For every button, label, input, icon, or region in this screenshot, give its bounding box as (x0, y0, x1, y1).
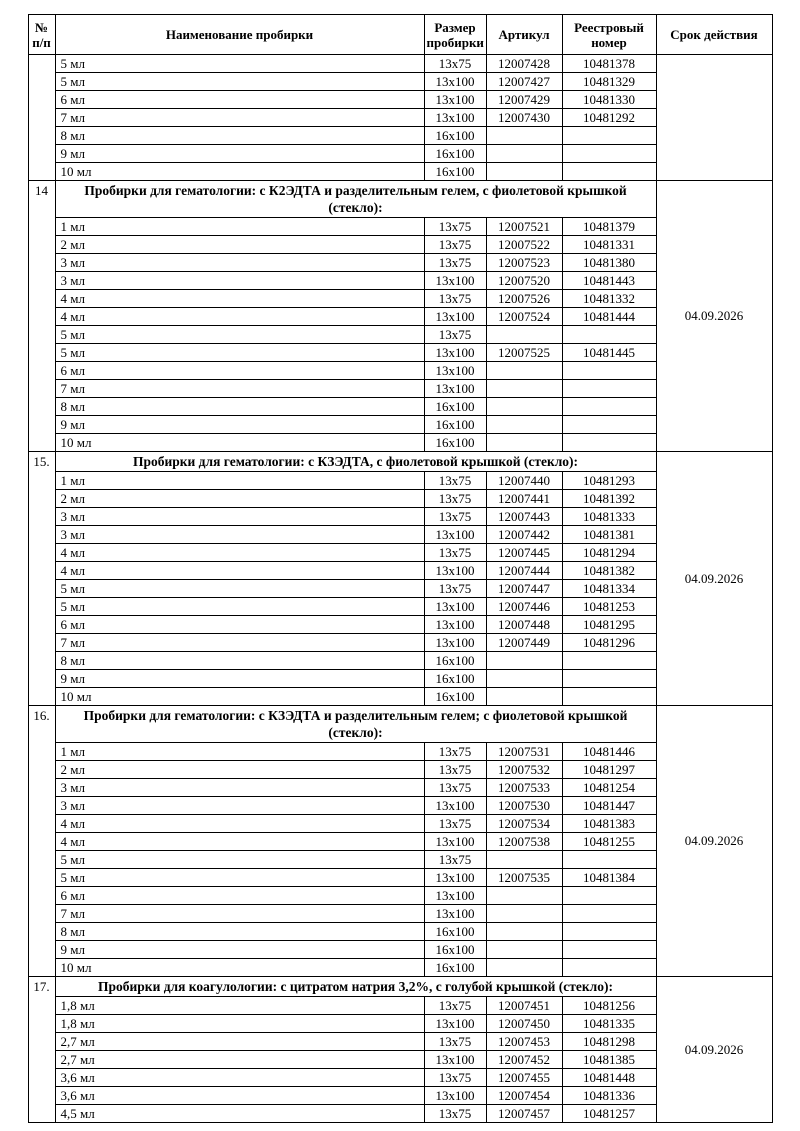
registry-number-cell (562, 416, 656, 434)
article-cell: 12007428 (486, 55, 562, 73)
registry-number-cell: 10481254 (562, 779, 656, 797)
registry-number-cell: 10481381 (562, 526, 656, 544)
article-cell: 12007442 (486, 526, 562, 544)
section-title: Пробирки для гематологии: с К2ЭДТА и разделительным гелем, с фиолетовой крышкой (стекло): (55, 181, 656, 218)
tube-size-cell: 13x75 (424, 1033, 486, 1051)
tube-size-cell: 13x75 (424, 761, 486, 779)
tube-name-cell: 6 мл (55, 362, 424, 380)
tube-name-cell: 4 мл (55, 815, 424, 833)
tube-name-cell: 3 мл (55, 779, 424, 797)
tube-size-cell: 13x75 (424, 580, 486, 598)
registry-number-cell: 10481255 (562, 833, 656, 851)
tube-size-cell: 16x100 (424, 127, 486, 145)
tube-name-cell: 10 мл (55, 434, 424, 452)
tube-size-cell: 13x75 (424, 997, 486, 1015)
tube-size-cell: 16x100 (424, 670, 486, 688)
tube-size-cell: 13x75 (424, 743, 486, 761)
tube-name-cell: 2 мл (55, 761, 424, 779)
column-header-registry: Реестровый номер (562, 15, 656, 55)
article-cell: 12007531 (486, 743, 562, 761)
section-number-cell (28, 55, 55, 181)
tube-size-cell: 13x100 (424, 272, 486, 290)
section-header-row (28, 977, 772, 997)
validity-cell: 04.09.2026 (656, 977, 772, 1123)
tube-size-cell: 13x100 (424, 616, 486, 634)
tube-name-cell: 2 мл (55, 490, 424, 508)
registry-number-cell (562, 688, 656, 706)
tube-name-cell: 5 мл (55, 869, 424, 887)
article-cell: 12007457 (486, 1105, 562, 1123)
registry-number-cell: 10481448 (562, 1069, 656, 1087)
tube-name-cell: 5 мл (55, 344, 424, 362)
article-cell (486, 670, 562, 688)
article-cell: 12007449 (486, 634, 562, 652)
registry-number-cell: 10481444 (562, 308, 656, 326)
article-cell: 12007526 (486, 290, 562, 308)
tube-name-cell: 10 мл (55, 688, 424, 706)
article-cell: 12007532 (486, 761, 562, 779)
tube-size-cell: 16x100 (424, 959, 486, 977)
tube-size-cell: 13x75 (424, 472, 486, 490)
tube-name-cell: 4,5 мл (55, 1105, 424, 1123)
article-cell: 12007524 (486, 308, 562, 326)
article-cell: 12007454 (486, 1087, 562, 1105)
tube-size-cell: 13x75 (424, 544, 486, 562)
article-cell: 12007455 (486, 1069, 562, 1087)
tube-name-cell: 9 мл (55, 941, 424, 959)
article-cell: 12007451 (486, 997, 562, 1015)
tube-size-cell: 16x100 (424, 434, 486, 452)
registry-number-cell: 10481334 (562, 580, 656, 598)
tube-size-cell: 13x100 (424, 380, 486, 398)
tube-name-cell: 2,7 мл (55, 1051, 424, 1069)
registry-number-cell: 10481329 (562, 73, 656, 91)
tube-size-cell: 13x75 (424, 508, 486, 526)
section-title: Пробирки для коагулологии: с цитратом натрия 3,2%, с голубой крышкой (стекло): (55, 977, 656, 997)
registry-number-cell: 10481380 (562, 254, 656, 272)
registry-number-cell: 10481257 (562, 1105, 656, 1123)
tube-name-cell: 9 мл (55, 145, 424, 163)
tube-size-cell: 13x75 (424, 1069, 486, 1087)
article-cell (486, 416, 562, 434)
registry-number-cell: 10481332 (562, 290, 656, 308)
article-cell: 12007538 (486, 833, 562, 851)
column-header-num: № п/п (28, 15, 55, 55)
article-cell (486, 380, 562, 398)
tube-size-cell: 13x100 (424, 526, 486, 544)
tubes-table (28, 14, 773, 1123)
tube-name-cell: 6 мл (55, 616, 424, 634)
registry-number-cell: 10481445 (562, 344, 656, 362)
tube-size-cell: 13x75 (424, 254, 486, 272)
tube-size-cell: 13x75 (424, 218, 486, 236)
tube-name-cell: 2 мл (55, 236, 424, 254)
tube-name-cell: 6 мл (55, 91, 424, 109)
registry-number-cell: 10481383 (562, 815, 656, 833)
article-cell: 12007446 (486, 598, 562, 616)
tube-size-cell: 13x100 (424, 634, 486, 652)
tube-name-cell: 4 мл (55, 562, 424, 580)
article-cell: 12007430 (486, 109, 562, 127)
tube-size-cell: 16x100 (424, 923, 486, 941)
tube-name-cell: 4 мл (55, 544, 424, 562)
tube-size-cell: 13x100 (424, 1015, 486, 1033)
tube-name-cell: 4 мл (55, 833, 424, 851)
registry-number-cell (562, 163, 656, 181)
tube-size-cell: 13x75 (424, 326, 486, 344)
article-cell: 12007535 (486, 869, 562, 887)
article-cell: 12007520 (486, 272, 562, 290)
tube-size-cell: 13x100 (424, 91, 486, 109)
table-body (28, 55, 772, 1123)
tube-name-cell: 2,7 мл (55, 1033, 424, 1051)
registry-number-cell: 10481384 (562, 869, 656, 887)
registry-number-cell (562, 923, 656, 941)
registry-number-cell (562, 362, 656, 380)
article-cell (486, 851, 562, 869)
registry-number-cell: 10481379 (562, 218, 656, 236)
registry-number-cell: 10481392 (562, 490, 656, 508)
article-cell: 12007533 (486, 779, 562, 797)
tube-name-cell: 5 мл (55, 851, 424, 869)
article-cell: 12007452 (486, 1051, 562, 1069)
article-cell (486, 905, 562, 923)
tube-name-cell: 3 мл (55, 508, 424, 526)
article-cell: 12007440 (486, 472, 562, 490)
tube-size-cell: 16x100 (424, 941, 486, 959)
registry-number-cell: 10481331 (562, 236, 656, 254)
header-row (28, 15, 772, 55)
tube-size-cell: 16x100 (424, 145, 486, 163)
tube-size-cell: 13x100 (424, 833, 486, 851)
tube-name-cell: 9 мл (55, 670, 424, 688)
tube-name-cell: 5 мл (55, 326, 424, 344)
tube-size-cell: 13x75 (424, 490, 486, 508)
validity-cell: 04.09.2026 (656, 452, 772, 706)
table-row (28, 55, 772, 73)
tube-size-cell: 13x100 (424, 887, 486, 905)
tube-name-cell: 7 мл (55, 380, 424, 398)
tube-name-cell: 8 мл (55, 398, 424, 416)
tube-size-cell: 13x75 (424, 779, 486, 797)
tube-name-cell: 7 мл (55, 905, 424, 923)
tube-size-cell: 13x100 (424, 1051, 486, 1069)
article-cell: 12007453 (486, 1033, 562, 1051)
column-header-size: Размер пробирки (424, 15, 486, 55)
tube-size-cell: 13x75 (424, 1105, 486, 1123)
article-cell: 12007441 (486, 490, 562, 508)
tube-size-cell: 13x75 (424, 55, 486, 73)
tube-size-cell: 16x100 (424, 688, 486, 706)
registry-number-cell (562, 851, 656, 869)
article-cell (486, 887, 562, 905)
registry-number-cell: 10481292 (562, 109, 656, 127)
section-header-row (28, 181, 772, 218)
registry-number-cell (562, 398, 656, 416)
section-number-cell: 17. (28, 977, 55, 1123)
registry-number-cell: 10481256 (562, 997, 656, 1015)
tube-size-cell: 13x100 (424, 905, 486, 923)
tube-name-cell: 3,6 мл (55, 1069, 424, 1087)
article-cell (486, 127, 562, 145)
article-cell (486, 145, 562, 163)
tube-name-cell: 1,8 мл (55, 997, 424, 1015)
article-cell: 12007448 (486, 616, 562, 634)
tube-size-cell: 13x75 (424, 851, 486, 869)
tube-name-cell: 10 мл (55, 959, 424, 977)
registry-number-cell: 10481297 (562, 761, 656, 779)
article-cell: 12007525 (486, 344, 562, 362)
tube-name-cell: 7 мл (55, 109, 424, 127)
tube-name-cell: 8 мл (55, 652, 424, 670)
section-number-cell: 16. (28, 706, 55, 977)
tube-size-cell: 13x100 (424, 344, 486, 362)
tube-size-cell: 16x100 (424, 416, 486, 434)
article-cell (486, 434, 562, 452)
tube-size-cell: 13x100 (424, 308, 486, 326)
registry-number-cell: 10481447 (562, 797, 656, 815)
tube-size-cell: 13x100 (424, 869, 486, 887)
article-cell: 12007443 (486, 508, 562, 526)
tube-name-cell: 4 мл (55, 308, 424, 326)
article-cell: 12007450 (486, 1015, 562, 1033)
article-cell: 12007429 (486, 91, 562, 109)
tube-name-cell: 6 мл (55, 887, 424, 905)
article-cell (486, 959, 562, 977)
article-cell (486, 326, 562, 344)
article-cell (486, 163, 562, 181)
tube-name-cell: 3 мл (55, 526, 424, 544)
tube-size-cell: 13x100 (424, 598, 486, 616)
validity-cell: 04.09.2026 (656, 181, 772, 452)
article-cell (486, 398, 562, 416)
tube-size-cell: 13x100 (424, 73, 486, 91)
article-cell: 12007530 (486, 797, 562, 815)
registry-number-cell (562, 380, 656, 398)
column-header-validity: Срок действия (656, 15, 772, 55)
article-cell (486, 362, 562, 380)
registry-number-cell: 10481295 (562, 616, 656, 634)
tube-name-cell: 3,6 мл (55, 1087, 424, 1105)
registry-number-cell: 10481378 (562, 55, 656, 73)
article-cell (486, 923, 562, 941)
column-header-name: Наименование пробирки (55, 15, 424, 55)
tube-name-cell: 9 мл (55, 416, 424, 434)
article-cell: 12007522 (486, 236, 562, 254)
registry-number-cell: 10481385 (562, 1051, 656, 1069)
registry-number-cell: 10481336 (562, 1087, 656, 1105)
article-cell: 12007447 (486, 580, 562, 598)
section-header-row (28, 452, 772, 472)
tube-size-cell: 16x100 (424, 163, 486, 181)
registry-number-cell: 10481443 (562, 272, 656, 290)
registry-number-cell: 10481333 (562, 508, 656, 526)
tube-name-cell: 5 мл (55, 55, 424, 73)
registry-number-cell (562, 127, 656, 145)
article-cell (486, 652, 562, 670)
section-title: Пробирки для гематологии: с КЗЭДТА и разделительным гелем; с фиолетовой крышкой (стекло): (55, 706, 656, 743)
article-cell (486, 688, 562, 706)
tube-name-cell: 5 мл (55, 598, 424, 616)
tube-size-cell: 13x75 (424, 290, 486, 308)
column-header-article: Артикул (486, 15, 562, 55)
tube-name-cell: 3 мл (55, 797, 424, 815)
registry-number-cell (562, 145, 656, 163)
registry-number-cell (562, 326, 656, 344)
registry-number-cell: 10481382 (562, 562, 656, 580)
article-cell: 12007444 (486, 562, 562, 580)
tube-name-cell: 5 мл (55, 73, 424, 91)
article-cell: 12007521 (486, 218, 562, 236)
tube-name-cell: 1 мл (55, 472, 424, 490)
table-header (28, 15, 772, 55)
registry-number-cell: 10481293 (562, 472, 656, 490)
article-cell: 12007534 (486, 815, 562, 833)
registry-number-cell: 10481296 (562, 634, 656, 652)
section-title: Пробирки для гематологии: с КЗЭДТА, с фиолетовой крышкой (стекло): (55, 452, 656, 472)
registry-number-cell: 10481298 (562, 1033, 656, 1051)
tube-name-cell: 4 мл (55, 290, 424, 308)
tube-size-cell: 16x100 (424, 652, 486, 670)
article-cell: 12007445 (486, 544, 562, 562)
registry-number-cell (562, 959, 656, 977)
registry-number-cell: 10481330 (562, 91, 656, 109)
registry-number-cell (562, 670, 656, 688)
tube-size-cell: 16x100 (424, 398, 486, 416)
validity-cell (656, 55, 772, 181)
tube-size-cell: 13x100 (424, 362, 486, 380)
tube-size-cell: 13x75 (424, 236, 486, 254)
section-number-cell: 15. (28, 452, 55, 706)
registry-number-cell: 10481294 (562, 544, 656, 562)
tube-name-cell: 1,8 мл (55, 1015, 424, 1033)
section-header-row (28, 706, 772, 743)
registry-number-cell (562, 905, 656, 923)
tube-name-cell: 10 мл (55, 163, 424, 181)
tube-name-cell: 1 мл (55, 743, 424, 761)
tube-name-cell: 8 мл (55, 127, 424, 145)
registry-number-cell: 10481446 (562, 743, 656, 761)
registry-number-cell (562, 941, 656, 959)
registry-number-cell: 10481335 (562, 1015, 656, 1033)
tube-name-cell: 7 мл (55, 634, 424, 652)
section-number-cell: 14 (28, 181, 55, 452)
tube-size-cell: 13x100 (424, 109, 486, 127)
tube-name-cell: 8 мл (55, 923, 424, 941)
registry-number-cell (562, 652, 656, 670)
tube-size-cell: 13x75 (424, 815, 486, 833)
tube-name-cell: 5 мл (55, 580, 424, 598)
tube-name-cell: 3 мл (55, 254, 424, 272)
tube-size-cell: 13x100 (424, 1087, 486, 1105)
article-cell (486, 941, 562, 959)
registry-number-cell (562, 434, 656, 452)
tube-size-cell: 13x100 (424, 797, 486, 815)
tube-name-cell: 1 мл (55, 218, 424, 236)
article-cell: 12007523 (486, 254, 562, 272)
registry-number-cell (562, 887, 656, 905)
tube-name-cell: 3 мл (55, 272, 424, 290)
registry-number-cell: 10481253 (562, 598, 656, 616)
article-cell: 12007427 (486, 73, 562, 91)
validity-cell: 04.09.2026 (656, 706, 772, 977)
tube-size-cell: 13x100 (424, 562, 486, 580)
